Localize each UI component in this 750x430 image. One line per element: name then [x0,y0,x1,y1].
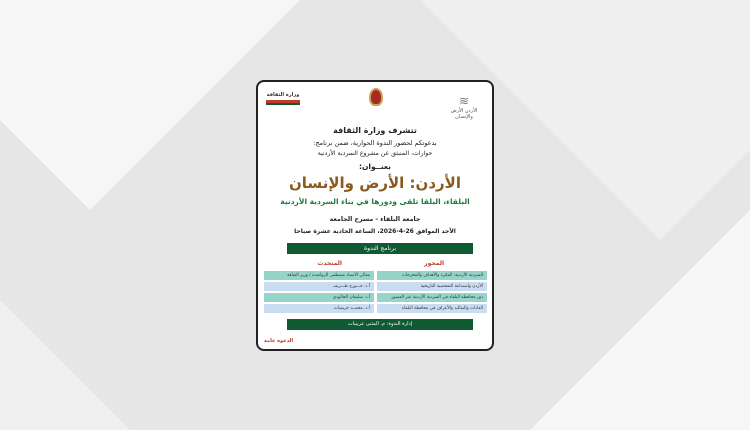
topic-row: الأردن واستدامة الشخصية التاريخية [377,282,487,291]
topic-row: دور محافظة البلقاء في السردية الأردنية عبر العصور [377,293,487,302]
topic-row: العادات والتقاليد والأعراف في محافظة البلقاء [377,304,487,313]
bg-shape [0,300,130,430]
host-line: تتشرف وزارة الثقافة [333,126,417,135]
poster-subtitle: البلقاء، البلقا تلقى ودورها في بناء السردية الأردنية [280,197,470,206]
coat-of-arms-icon [369,88,383,106]
bg-shape [530,210,750,430]
footer-note: الدعوة عامة [264,338,294,344]
logo-jordan-land-people [444,94,484,120]
title-label: بعنــوان: [359,162,391,171]
program-title-bar: برنامج الندوة [287,243,473,254]
logo-coat-of-arms [358,88,394,108]
poster-card [256,80,494,351]
poster-title: الأردن: الأرض والإنسان [289,174,461,192]
speaker-row: أ.د. محمــد خريسات [264,304,374,313]
logo-caption: وزارة الثقافة [266,92,300,98]
moderator-bar: إدارة الندوة: م. المثنى عريبيات [287,319,473,330]
invite-line-2: حوارات، المنبثق عن مشروع السردية الأردنية [317,150,433,157]
logo-caption: الأردن الأرض والإنسان [450,108,478,120]
venue: جامعة البلقاء - مسرح الجامعة [329,216,421,223]
topics-header: المحور [424,260,444,267]
speakers-header: المتحدث [317,260,342,267]
datetime: الأحد الموافق 26-4-2026، الساعة الحادية عشرة صباحا [294,228,456,235]
topic-row: السردية الأردنية: الفكرة والأهداف والمخرجات [377,271,487,280]
logo-mark-icon: ≋ [458,94,470,108]
speaker-row: معالي الأستاذ مصطفى الرواشدة / وزير الثقافة [264,271,374,280]
speaker-row: أ.د. جـــورج طـــريف [264,282,374,291]
speaker-row: أ.د. سليمان الجالودي [264,293,374,302]
invite-line-1: بدعوتكم لحضور الندوة الحوارية، ضمن برنامج: [313,139,437,147]
bg-shape [0,0,300,210]
logo-ministry-culture [266,92,300,105]
logo-stripe [266,103,300,105]
